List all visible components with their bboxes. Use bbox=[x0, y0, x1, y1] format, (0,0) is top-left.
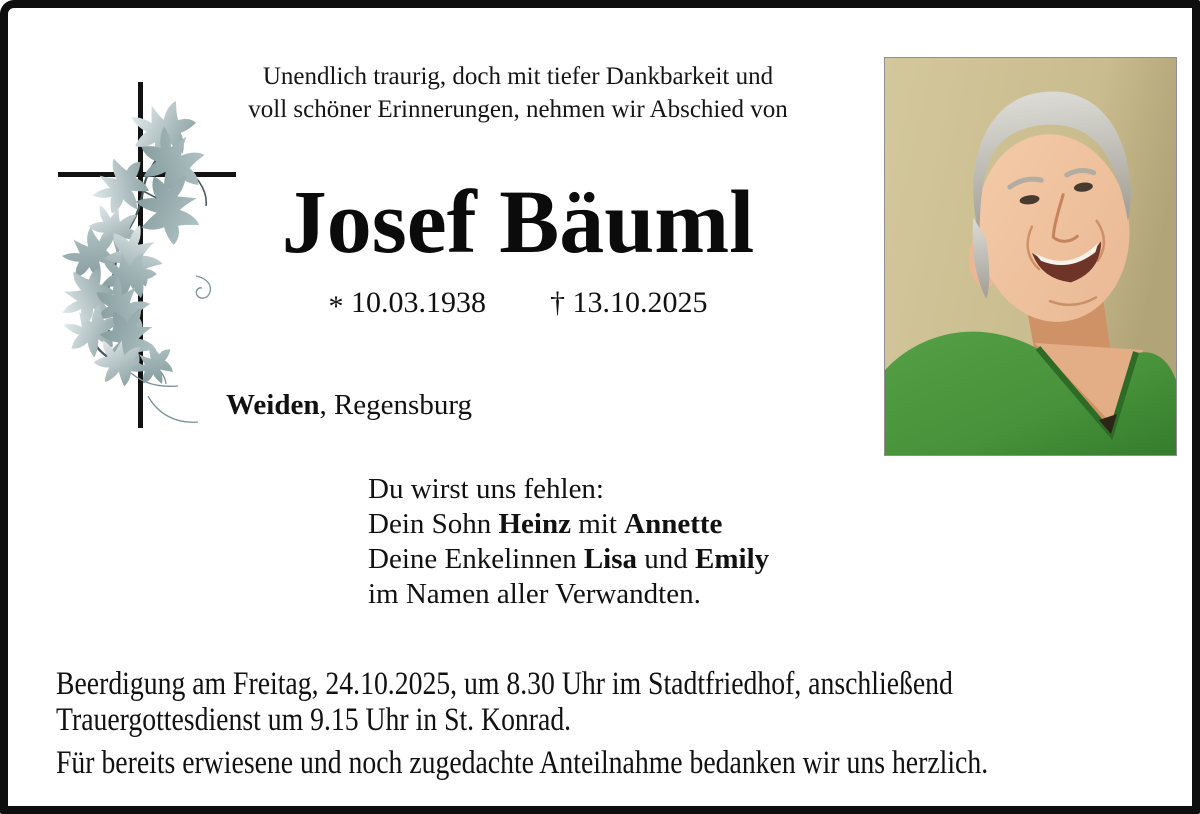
intro-text bbox=[138, 60, 898, 126]
granddaughter-name-1: Lisa bbox=[583, 543, 638, 575]
birth-date-value: 10.03.1938 bbox=[351, 286, 486, 319]
death-date-value: 13.10.2025 bbox=[572, 286, 708, 319]
death-date bbox=[550, 286, 708, 319]
life-dates bbox=[138, 286, 898, 323]
residence-secondary: , Regensburg bbox=[319, 389, 472, 421]
farewell-son-text: Dein Sohn bbox=[368, 508, 499, 540]
farewell-grandchildren-line bbox=[368, 542, 769, 577]
farewell-block bbox=[368, 472, 769, 612]
portrait-photo bbox=[884, 57, 1177, 456]
death-cross-symbol: † bbox=[550, 286, 565, 319]
son-name: Heinz bbox=[498, 508, 571, 540]
farewell-grandchildren-text: Deine Enkelinnen bbox=[368, 543, 584, 575]
funeral-info-block bbox=[56, 666, 1182, 781]
farewell-relatives-line: im Namen aller Verwandten. bbox=[368, 578, 701, 610]
birth-date bbox=[328, 286, 487, 323]
birth-star-symbol: * bbox=[328, 289, 344, 323]
farewell-mit-text: mit bbox=[571, 508, 625, 540]
intro-line-2: voll schöner Erinnerungen, nehmen wir Abschied von bbox=[248, 96, 788, 123]
funeral-line-1: Beerdigung am Freitag, 24.10.2025, um 8.30 Uhr im Stadtfriedhof, anschließend bbox=[56, 666, 953, 702]
farewell-und-text: und bbox=[637, 543, 696, 575]
deceased-name: Josef Bäuml bbox=[281, 173, 755, 272]
granddaughter-name-2: Emily bbox=[695, 543, 770, 575]
thanks-line: Für bereits erwiesene und noch zugedachte Anteilnahme bedanken wir uns herzlich. bbox=[56, 745, 989, 781]
residence-line bbox=[226, 389, 472, 422]
daughter-in-law-name: Annette bbox=[624, 508, 723, 540]
intro-line-1: Unendlich traurig, doch mit tiefer Dankbarkeit und bbox=[262, 63, 774, 90]
farewell-intro: Du wirst uns fehlen: bbox=[368, 473, 604, 505]
portrait-illustration bbox=[885, 58, 1176, 455]
farewell-son-line bbox=[368, 507, 769, 542]
residence-primary: Weiden bbox=[226, 389, 320, 421]
funeral-line-2: Trauergottesdienst um 9.15 Uhr in St. Konrad. bbox=[56, 702, 572, 738]
